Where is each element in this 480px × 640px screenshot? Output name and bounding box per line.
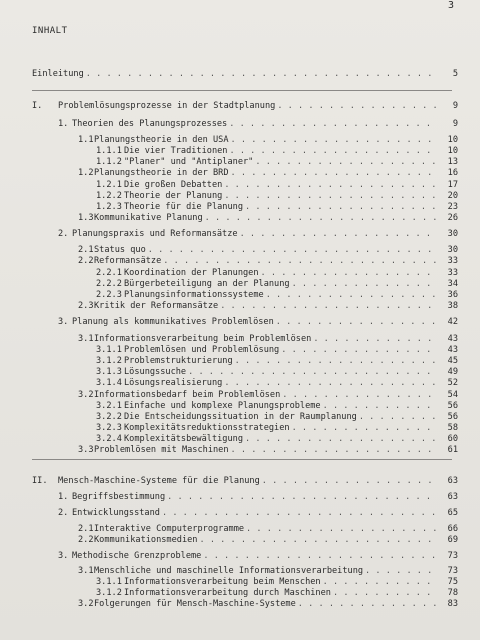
toc-entry-title: Die vier Traditionen: [124, 146, 228, 156]
divider-rule: [32, 90, 452, 91]
toc-entry-title: Die großen Debatten: [124, 180, 223, 190]
dot-leader: [231, 168, 438, 179]
toc-entry-page: 23: [447, 202, 458, 212]
toc-entry-title: Kritik der Reformansätze: [94, 301, 219, 311]
toc-entry-title: Status quo: [94, 245, 146, 255]
toc-entry: [32, 69, 458, 80]
toc-entry: [58, 317, 458, 328]
toc-entry: [96, 202, 458, 213]
dot-leader: [224, 378, 438, 389]
toc-entry-number: 3.2.4: [96, 434, 122, 444]
toc-entry-number: 3.2.2: [96, 412, 122, 422]
toc-entry-number: 1.2: [78, 168, 94, 178]
toc-entry-page: 63: [447, 476, 458, 486]
toc-entry-number: 3.1.1: [96, 345, 122, 355]
dot-leader: [298, 599, 438, 610]
toc-entry: [96, 412, 458, 423]
page-number: 3: [448, 0, 455, 11]
toc-entry-number: 2.: [58, 229, 69, 239]
toc-entry: [78, 334, 458, 345]
toc-entry: [78, 535, 458, 546]
toc-entry-number: 3.: [58, 551, 69, 561]
dot-leader: [240, 229, 438, 240]
toc-entry-number: 1.3: [78, 213, 94, 223]
dot-leader: [277, 101, 438, 112]
dot-leader: [229, 119, 438, 130]
toc-entry: [96, 345, 458, 356]
toc-entry: [32, 101, 458, 112]
toc-entry-title: Entwicklungsstand: [72, 508, 160, 518]
toc-entry-number: 2.2.3: [96, 290, 122, 300]
toc-entry-title: Kommunikative Planung: [94, 213, 203, 223]
toc-entry-number: 3.2.1: [96, 401, 122, 411]
toc-entry-page: 69: [447, 535, 458, 545]
toc-entry: [78, 168, 458, 179]
toc-entry-title: Methodische Grenzprobleme: [72, 551, 202, 561]
toc-entry-page: 16: [447, 168, 458, 178]
toc-entry-number: 2.1: [78, 524, 94, 534]
dot-leader: [162, 508, 438, 519]
toc-entry-title: "Planer" und "Antiplaner": [124, 157, 254, 167]
divider-rule: [32, 459, 452, 460]
toc-entry-number: 1.1.2: [96, 157, 122, 167]
toc-entry: [78, 301, 458, 312]
toc-entry-title: Lösungsrealisierung: [124, 378, 223, 388]
toc-entry-title: Informationsverarbeitung beim Problemlösen: [94, 334, 312, 344]
toc-entry-title: Problemlösungsprozesse in der Stadtplanung: [58, 101, 276, 111]
toc-entry-number: 3.2: [78, 390, 94, 400]
dot-leader: [245, 434, 438, 445]
toc-entry-page: 45: [447, 356, 458, 366]
toc-entry: [58, 119, 458, 130]
toc-entry-title: Informationsbedarf beim Problemlösen: [94, 390, 281, 400]
toc-entry-number: 3.1: [78, 334, 94, 344]
dot-leader: [255, 157, 438, 168]
toc-entry: [96, 423, 458, 434]
dot-leader: [86, 69, 438, 80]
toc-entry: [78, 566, 458, 577]
toc-entry: [32, 476, 458, 487]
toc-entry-page: 13: [447, 157, 458, 167]
toc-entry-page: 73: [447, 566, 458, 576]
toc-entry: [58, 508, 458, 519]
toc-entry-page: 36: [447, 290, 458, 300]
toc-entry: [96, 378, 458, 389]
dot-leader: [281, 345, 438, 356]
toc-entry-page: 17: [447, 180, 458, 190]
toc-entry: [96, 146, 458, 157]
dot-leader: [231, 445, 438, 456]
toc-entry: [78, 445, 458, 456]
toc-entry: [96, 401, 458, 412]
dot-leader: [276, 317, 438, 328]
toc-entry-title: Bürgerbeteiligung an der Planung: [124, 279, 290, 289]
dot-leader: [167, 492, 438, 503]
toc-entry-number: 2.: [58, 508, 69, 518]
toc-entry: [78, 390, 458, 401]
toc-entry-title: Problemlösen und Problemlösung: [124, 345, 280, 355]
toc-entry-number: 2.2.2: [96, 279, 122, 289]
toc-entry-number: 3.2.3: [96, 423, 122, 433]
toc-entry-page: 61: [447, 445, 458, 455]
dot-leader: [359, 412, 438, 423]
toc-entry-page: 33: [447, 268, 458, 278]
toc-entry-page: 63: [447, 492, 458, 502]
toc-entry-page: 30: [447, 229, 458, 239]
toc-entry-title: Planung als kommunikatives Problemlösen: [72, 317, 274, 327]
toc-entry-title: Komplexitätsreduktionsstrategien: [124, 423, 290, 433]
toc-entry-number: 1.1: [78, 135, 94, 145]
toc-entry-title: Theorie für die Planung: [124, 202, 243, 212]
toc-entry-title: Einfache und komplexe Planungsprobleme: [124, 401, 321, 411]
toc-entry-page: 56: [447, 401, 458, 411]
dot-leader: [163, 256, 438, 267]
toc-entry-number: 3.1.2: [96, 356, 122, 366]
toc-entry-number: 1.1.1: [96, 146, 122, 156]
toc-entry-number: 3.2: [78, 599, 94, 609]
dot-leader: [205, 213, 438, 224]
toc-entry-number: 1.: [58, 492, 69, 502]
toc-entry-title: Folgerungen für Mensch-Maschine-Systeme: [94, 599, 296, 609]
toc-entry-number: 2.2.1: [96, 268, 122, 278]
toc-entry: [58, 229, 458, 240]
toc-entry-number: 2.2: [78, 535, 94, 545]
toc-entry: [96, 180, 458, 191]
dot-leader: [246, 524, 438, 535]
toc-entry-number: 1.: [58, 119, 69, 129]
toc-entry-title: Planungspraxis und Reformansätze: [72, 229, 238, 239]
toc-entry-title: Planungstheorie in der BRD: [94, 168, 229, 178]
toc-entry-title: Begriffsbestimmung: [72, 492, 166, 502]
toc-entry-page: 33: [447, 256, 458, 266]
toc-entry-title: Lösungssuche: [124, 367, 187, 377]
dot-leader: [365, 566, 438, 577]
toc-entry-page: 54: [447, 390, 458, 400]
toc-entry: [96, 290, 458, 301]
toc-entry-page: 9: [452, 119, 458, 129]
toc-entry-page: 10: [447, 146, 458, 156]
dot-leader: [235, 356, 438, 367]
toc-entry-page: 60: [447, 434, 458, 444]
toc-entry: [96, 191, 458, 202]
toc-entry-title: Problemlösen mit Maschinen: [94, 445, 229, 455]
dot-leader: [148, 245, 438, 256]
dot-leader: [220, 301, 438, 312]
toc-entry: [96, 588, 458, 599]
toc-entry-title: Problemstrukturierung: [124, 356, 233, 366]
toc-entry-page: 58: [447, 423, 458, 433]
dot-leader: [203, 551, 438, 562]
dot-leader: [323, 577, 438, 588]
dot-leader: [245, 202, 438, 213]
toc-entry-page: 56: [447, 412, 458, 422]
dot-leader: [333, 588, 438, 599]
dot-leader: [229, 146, 438, 157]
toc-entry-title: Einleitung: [32, 69, 84, 79]
toc-entry-page: 34: [447, 279, 458, 289]
toc-entry-number: 1.2.1: [96, 180, 122, 190]
toc-entry-page: 42: [447, 317, 458, 327]
toc-entry-page: 38: [447, 301, 458, 311]
toc-entry-page: 65: [447, 508, 458, 518]
toc-entry-title: Interaktive Computerprogramme: [94, 524, 245, 534]
toc-entry-number: 1.2.3: [96, 202, 122, 212]
toc-entry: [78, 256, 458, 267]
toc-entry-number: 3.: [58, 317, 69, 327]
toc-entry-page: 30: [447, 245, 458, 255]
dot-leader: [262, 476, 438, 487]
dot-leader: [224, 180, 438, 191]
toc-entry: [96, 434, 458, 445]
toc-entry-title: Koordination der Planungen: [124, 268, 259, 278]
toc-entry-page: 49: [447, 367, 458, 377]
toc-entry-number: 2.3: [78, 301, 94, 311]
toc-entry-number: 3.1.3: [96, 367, 122, 377]
toc-entry-title: Theorie der Planung: [124, 191, 223, 201]
dot-leader: [292, 279, 438, 290]
toc-entry: [96, 268, 458, 279]
toc-entry-number: 3.1.1: [96, 577, 122, 587]
toc-entry-page: 75: [447, 577, 458, 587]
toc-entry-title: Planungstheorie in den USA: [94, 135, 229, 145]
toc-entry-number: 2.2: [78, 256, 94, 266]
toc-entry-page: 66: [447, 524, 458, 534]
toc-entry-number: 3.1.4: [96, 378, 122, 388]
toc-entry-page: 9: [452, 101, 458, 111]
toc-entry: [96, 577, 458, 588]
toc-entry-page: 43: [447, 334, 458, 344]
toc-entry: [96, 367, 458, 378]
toc-entry-page: 20: [447, 191, 458, 201]
toc-entry-title: Komplexitätsbewältigung: [124, 434, 243, 444]
toc-entry-page: 83: [447, 599, 458, 609]
toc-entry-page: 26: [447, 213, 458, 223]
toc-entry: [96, 157, 458, 168]
toc-entry: [78, 135, 458, 146]
dot-leader: [292, 423, 438, 434]
dot-leader: [231, 135, 438, 146]
toc-entry-number: 3.1.2: [96, 588, 122, 598]
dot-leader: [224, 191, 438, 202]
toc-entry: [78, 245, 458, 256]
toc-entry-number: 2.1: [78, 245, 94, 255]
toc-entry: [96, 356, 458, 367]
toc-entry: [96, 279, 458, 290]
toc-entry-page: 52: [447, 378, 458, 388]
toc-entry-title: Reformansätze: [94, 256, 162, 266]
toc-entry-page: 5: [452, 69, 458, 79]
toc-entry: [78, 213, 458, 224]
toc-entry: [58, 551, 458, 562]
toc-entry-title: Kommunikationsmedien: [94, 535, 198, 545]
toc-entry-number: II.: [32, 476, 48, 486]
toc-entry-title: Menschliche und maschinelle Informationsverarbeitung: [94, 566, 364, 576]
toc-heading: INHALT: [32, 26, 68, 36]
dot-leader: [199, 535, 438, 546]
dot-leader: [323, 401, 438, 412]
toc-entry-number: I.: [32, 101, 43, 111]
toc-entry-title: Planungsinformationssysteme: [124, 290, 264, 300]
toc-entry-page: 78: [447, 588, 458, 598]
dot-leader: [261, 268, 438, 279]
dot-leader: [313, 334, 438, 345]
toc-entry-page: 73: [447, 551, 458, 561]
toc-entry-page: 10: [447, 135, 458, 145]
toc-entry-page: 43: [447, 345, 458, 355]
dot-leader: [266, 290, 438, 301]
toc-entry: [78, 599, 458, 610]
toc-entry: [58, 492, 458, 503]
toc-entry-title: Mensch-Maschine-Systeme für die Planung: [58, 476, 260, 486]
dot-leader: [188, 367, 438, 378]
toc-entry-title: Die Entscheidungssituation in der Raumplanung: [124, 412, 357, 422]
dot-leader: [282, 390, 438, 401]
toc-entry: [78, 524, 458, 535]
toc-entry-number: 1.2.2: [96, 191, 122, 201]
toc-entry-number: 3.3: [78, 445, 94, 455]
toc-entry-number: 3.1: [78, 566, 94, 576]
toc-entry-title: Informationsverarbeitung beim Menschen: [124, 577, 321, 587]
toc-entry-title: Theorien des Planungsprozesses: [72, 119, 228, 129]
toc-entry-title: Informationsverarbeitung durch Maschinen: [124, 588, 331, 598]
